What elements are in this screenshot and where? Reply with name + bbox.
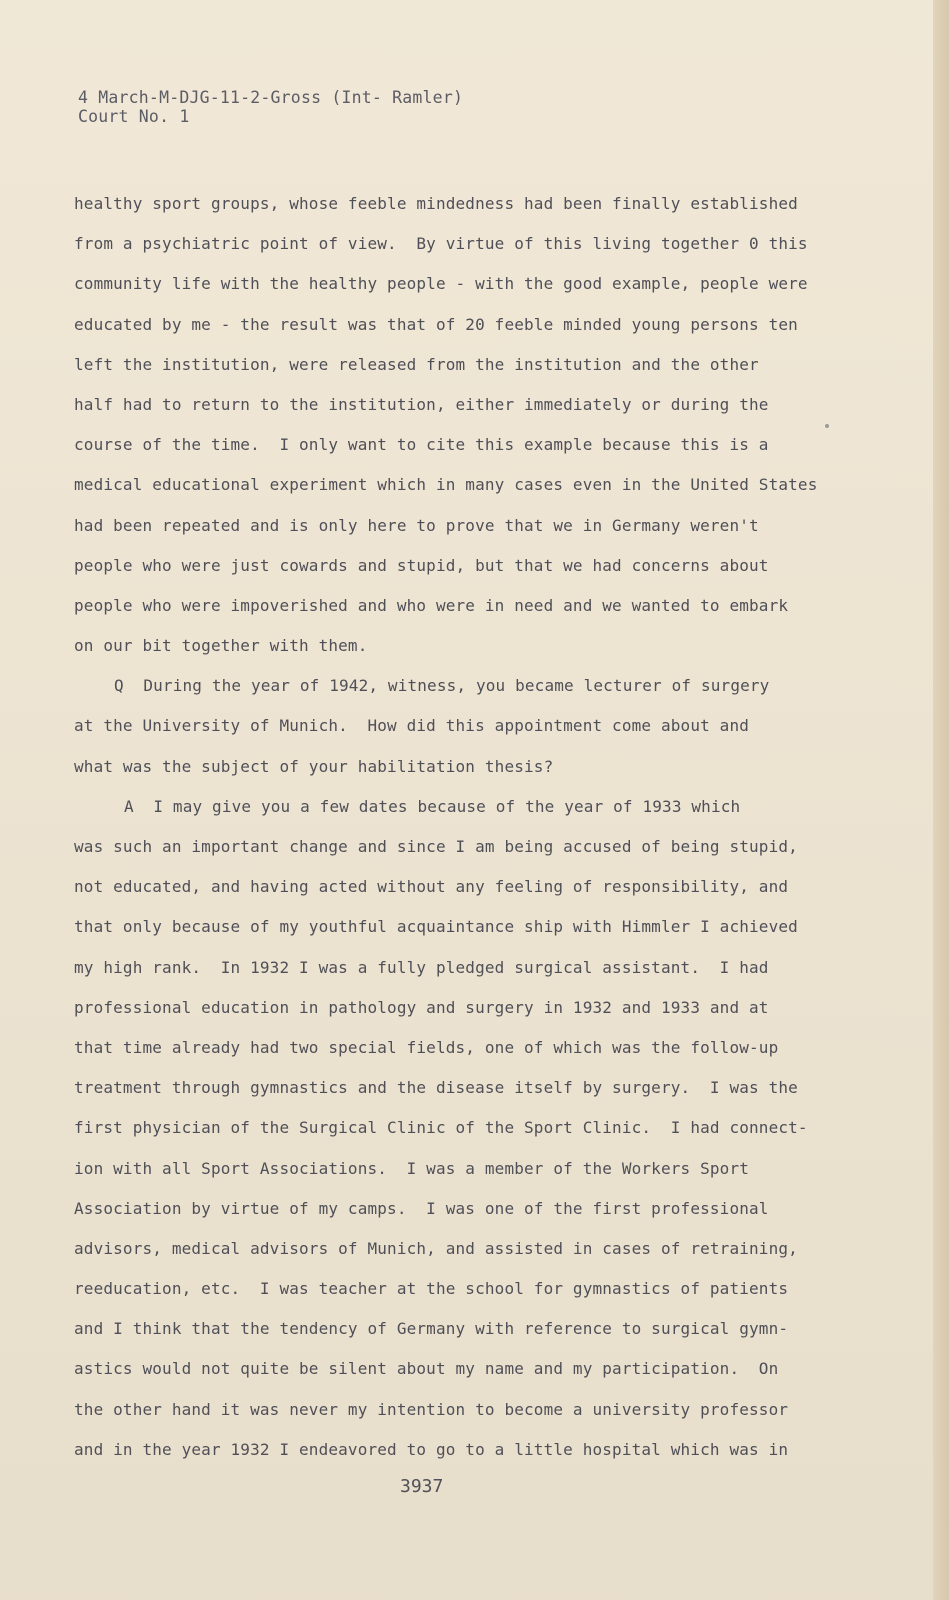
text-line: that time already had two special fields, one of which was the follow-up <box>74 1037 779 1057</box>
text-line: community life with the healthy people - with the good example, people were <box>74 274 808 294</box>
text-line: educated by me - the result was that of 20 feeble minded young persons ten <box>74 314 798 334</box>
text-line: and in the year 1932 I endeavored to go to a little hospital which was in <box>74 1439 789 1459</box>
text-line: astics would not quite be silent about my name and my participation. On <box>74 1359 779 1379</box>
text-line: left the institution, were released from the institution and the other <box>74 354 759 374</box>
text-line: healthy sport groups, whose feeble mindedness had been finally established <box>74 194 798 213</box>
text-line: that only because of my youthful acquaintance ship with Himmler I achieved <box>74 917 798 937</box>
text-line: treatment through gymnastics and the disease itself by surgery. I was the <box>74 1078 798 1098</box>
text-line: and I think that the tendency of Germany with reference to surgical gymn- <box>74 1319 789 1339</box>
text-line: half had to return to the institution, either immediately or during the <box>74 394 769 414</box>
text-line: Association by virtue of my camps. I was one of the first professional <box>74 1198 769 1218</box>
text-line: course of the time. I only want to cite this example because this is a <box>74 435 769 455</box>
text-line: on our bit together with them. <box>74 636 368 656</box>
text-line: from a psychiatric point of view. By virtue of this living together 0 this <box>74 234 808 254</box>
text-line: my high rank. In 1932 I was a fully pledged surgical assistant. I had <box>74 957 769 977</box>
text-line: people who were just cowards and stupid, but that we had concerns about <box>74 555 769 575</box>
question-line: Q During the year of 1942, witness, you became lecturer of surgery <box>114 676 770 696</box>
header-reference: 4 March-M-DJG-11-2-Gross (Int- Ramler) <box>78 88 464 107</box>
text-line: medical educational experiment which in many cases even in the United States <box>74 475 818 495</box>
answer-line: A I may give you a few dates because of the year of 1933 which <box>124 796 741 816</box>
document-header <box>78 88 463 126</box>
text-line: at the University of Munich. How did this appointment come about and <box>74 716 750 736</box>
text-line: the other hand it was never my intention to become a university professor <box>74 1399 789 1419</box>
text-line: not educated, and having acted without any feeling of responsibility, and <box>74 877 789 897</box>
text-line: advisors, medical advisors of Munich, and assisted in cases of retraining, <box>74 1238 798 1258</box>
text-line: professional education in pathology and surgery in 1932 and 1933 and at <box>74 997 769 1017</box>
text-line: what was the subject of your habilitation thesis? <box>74 756 554 776</box>
text-line: had been repeated and is only here to prove that we in Germany weren't <box>74 515 759 535</box>
transcript-body <box>74 184 844 1470</box>
page-edge <box>933 0 949 1600</box>
text-line: ion with all Sport Associations. I was a member of the Workers Sport <box>74 1158 750 1178</box>
text-line: first physician of the Surgical Clinic of the Sport Clinic. I had connect- <box>74 1118 808 1138</box>
page-number: 3937 <box>400 1476 444 1497</box>
text-line: people who were impoverished and who were in need and we wanted to embark <box>74 595 789 615</box>
text-line: reeducation, etc. I was teacher at the school for gymnastics of patients <box>74 1279 789 1299</box>
text-line: was such an important change and since I am being accused of being stupid, <box>74 837 798 856</box>
header-court: Court No. 1 <box>78 107 190 126</box>
